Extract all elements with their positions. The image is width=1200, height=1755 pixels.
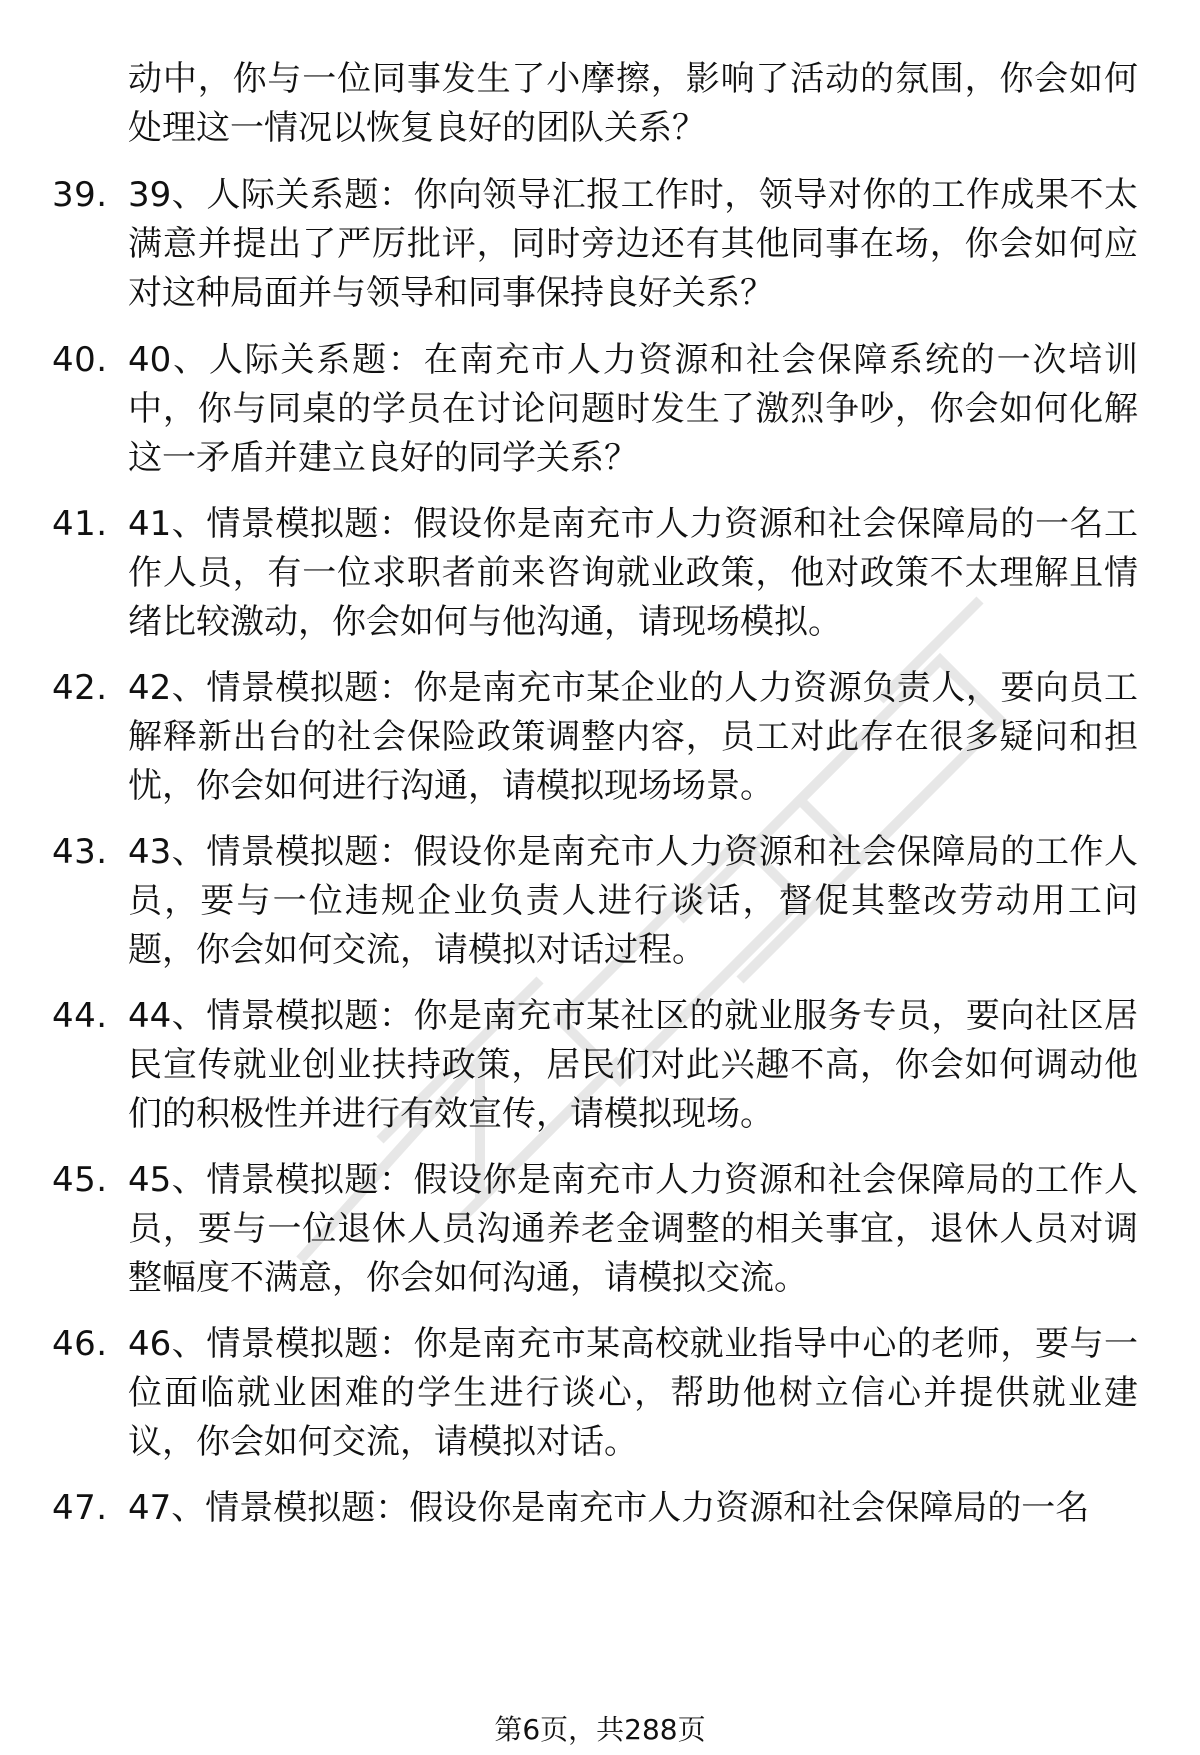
item-text: 41、情景模拟题：假设你是南充市人力资源和社会保障局的一名工作人员，有一位求职者前来咨询就业政策，他对政策不太理解且情绪比较激动，你会如何与他沟通，请现场模拟。 <box>128 504 1138 642</box>
item-text: 46、情景模拟题：你是南充市某高校就业指导中心的老师，要与一位面临就业困难的学生进行谈心，帮助他树立信心并提供就业建议，你会如何交流，请模拟对话。 <box>128 1324 1138 1462</box>
item-number: 40. <box>52 340 108 380</box>
item-number: 46. <box>52 1324 108 1364</box>
item-text: 43、情景模拟题：假设你是南充市人力资源和社会保障局的工作人员，要与一位违规企业负责人进行谈话，督促其整改劳动用工问题，你会如何交流，请模拟对话过程。 <box>128 832 1138 970</box>
item-text: 42、情景模拟题：你是南充市某企业的人力资源负责人，要向员工解释新出台的社会保险政策调整内容，员工对此存在很多疑问和担忧，你会如何进行沟通，请模拟现场场景。 <box>128 668 1138 806</box>
item-number: 45. <box>52 1160 108 1200</box>
item-number: 47. <box>52 1488 108 1528</box>
continuation-text: 动中，你与一位同事发生了小摩擦，影响了活动的氛围，你会如何处理这一情况以恢复良好的团队关系？ <box>128 59 1138 148</box>
item-text: 40、人际关系题：在南充市人力资源和社会保障系统的一次培训中，你与同桌的学员在讨论问题时发生了激烈争吵，你会如何化解这一矛盾并建立良好的同学关系？ <box>128 340 1138 478</box>
item-text: 47、情景模拟题：假设你是南充市人力资源和社会保障局的一名 <box>128 1488 1090 1528</box>
item-text: 45、情景模拟题：假设你是南充市人力资源和社会保障局的工作人员，要与一位退休人员沟通养老金调整的相关事宜，退休人员对调整幅度不满意，你会如何沟通，请模拟交流。 <box>128 1160 1138 1298</box>
item-number: 44. <box>52 996 108 1036</box>
item-text: 44、情景模拟题：你是南充市某社区的就业服务专员，要向社区居民宣传就业创业扶持政策，居民们对此兴趣不高，你会如何调动他们的积极性并进行有效宣传，请模拟现场。 <box>128 996 1138 1134</box>
item-number: 42. <box>52 668 108 708</box>
item-number: 41. <box>52 504 108 544</box>
item-number: 43. <box>52 832 108 872</box>
page-footer: 第6页，共288页 <box>494 1713 706 1746</box>
item-number: 39. <box>52 175 108 215</box>
item-text: 39、人际关系题：你向领导汇报工作时，领导对你的工作成果不太满意并提出了严厉批评，同时旁边还有其他同事在场，你会如何应对这种局面并与领导和同事保持良好关系？ <box>128 175 1138 313</box>
